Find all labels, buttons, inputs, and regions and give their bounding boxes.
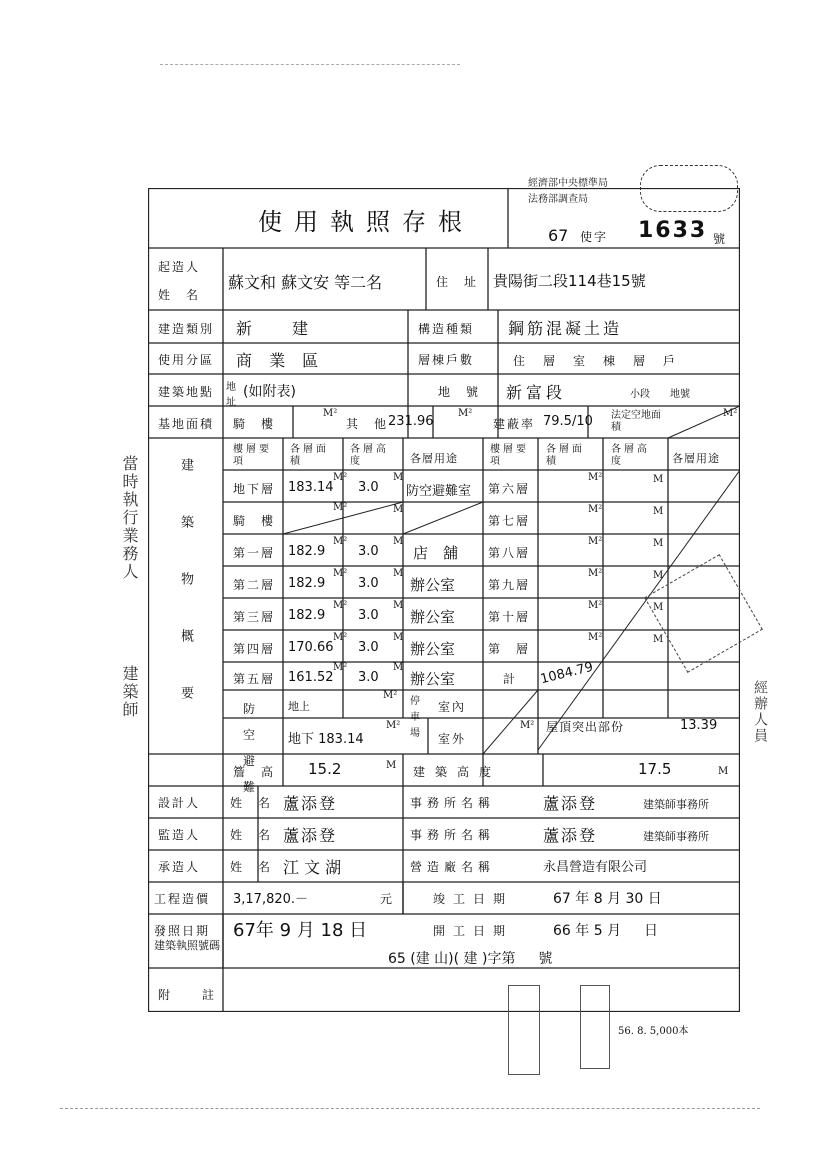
label-shelter: 防空避難 [243, 702, 270, 794]
bottom-seal-1 [508, 985, 540, 1075]
hdr-floor-item-r: 樓層要項 [490, 444, 529, 467]
label-f10: 第十層 [488, 610, 531, 624]
label-start: 開工日期 [433, 924, 514, 938]
unit-f6-h: M [653, 474, 664, 485]
label-eave: 簷 高 [233, 765, 276, 779]
designer-value: 蘆添登 [283, 794, 338, 813]
supervisor-office-value: 蘆添登 [543, 826, 598, 845]
supervisor-value: 蘆添登 [283, 826, 338, 845]
f5-use: 辦公室 [410, 670, 456, 688]
total-area: 1084.79 [538, 659, 595, 688]
unit-f8-a: M² [588, 536, 603, 547]
side-stamp-left: 當時執行業務人 [120, 455, 139, 581]
label-supervisor-office: 事務所名稱 [410, 828, 496, 842]
contractor-value: 江 文 湖 [283, 858, 342, 877]
designer-office-value: 蘆添登 [543, 794, 598, 813]
label-contractor: 承造人 [158, 860, 201, 874]
f4-height: 3.0 [358, 640, 379, 655]
label-building-height: 建築高度 [413, 765, 502, 779]
label-contractor-name: 姓 名 [230, 860, 273, 874]
lot-tail: 小段 地號 [630, 389, 690, 400]
unit-f3-h: M [393, 600, 404, 611]
label-indoor: 室內 [438, 700, 467, 714]
label-legal-open: 法定空地面積 [611, 410, 661, 433]
top-stamp-2: 法務部調查局 [528, 194, 588, 205]
unit-fn-h: M [653, 634, 664, 645]
hdr-each-area: 各層面積 [290, 444, 329, 467]
label-designer-name: 姓 名 [230, 796, 273, 810]
hdr-each-use: 各層用途 [410, 452, 458, 465]
unit-f10-a: M² [588, 600, 603, 611]
basement-area: 183.14 [288, 480, 334, 495]
unit-basement-h: M [393, 472, 404, 483]
unit-building-height: M [718, 766, 729, 777]
households-row: 住 層 室 棟 層 戶 [513, 354, 679, 368]
unit-f4-a: M² [333, 632, 348, 643]
bottom-seal-2 [580, 985, 610, 1069]
label-builder-name: 姓 名 [158, 288, 201, 302]
label-cost: 工程造價 [154, 892, 211, 906]
f1-height: 3.0 [358, 544, 379, 559]
unit-f7-h: M [653, 506, 664, 517]
unit-basement-a: M² [333, 472, 348, 483]
designer-office-tail: 建築師事務所 [643, 798, 709, 811]
unit-shelter-2: M² [386, 720, 401, 731]
unit-arcade: M² [323, 408, 338, 419]
basement-use: 防空避難室 [406, 484, 472, 499]
eave-value: 15.2 [308, 760, 342, 778]
structure-value: 鋼筋混凝土造 [508, 319, 623, 338]
unit-f2-a: M² [333, 568, 348, 579]
side-stamp-right: 經辦人員 [752, 680, 768, 744]
hdr-floor-item: 樓層要項 [233, 444, 272, 467]
label-fn: 第 層 [488, 642, 531, 656]
permit-value: 65 (建 山)( 建 )字第 號 [388, 951, 553, 967]
label-other: 其 他 [346, 417, 389, 431]
scan-noise-bottom [60, 1108, 760, 1111]
unit-f10-h: M [653, 602, 664, 613]
hdr-each-height-r: 各層高度 [611, 444, 650, 467]
unit-f5-h: M [393, 662, 404, 673]
f4-area: 170.66 [288, 640, 334, 655]
complete-value: 67 年 8 月 30 日 [553, 891, 662, 907]
unit-shelter-1: M² [383, 690, 398, 701]
unit-f8-h: M [653, 538, 664, 549]
label-contractor-firm: 營造廠名稱 [410, 860, 496, 874]
label-lot: 地 號 [438, 385, 481, 399]
lot-value: 新富段 [506, 383, 567, 402]
unit-open: M² [723, 408, 738, 419]
contractor-firm-value: 永昌營造有限公司 [543, 860, 648, 875]
label-f4: 第四層 [233, 642, 276, 656]
address-value: 貴陽街二段114巷15號 [493, 272, 646, 290]
hdr-each-height: 各層高度 [350, 444, 389, 467]
supervisor-office-tail: 建築師事務所 [643, 830, 709, 843]
f5-height: 3.0 [358, 670, 379, 685]
label-f1: 第一層 [233, 546, 276, 560]
build-type-value: 新 建 [236, 319, 321, 338]
permit-number: 1633 [638, 218, 708, 243]
label-designer-office: 事務所名稱 [410, 796, 496, 810]
side-stamp-left-2: 建築師 [120, 665, 139, 719]
label-households: 層棟戶數 [418, 353, 475, 367]
shelter-prefix: 地上 [288, 700, 310, 713]
permit-char: 使字 [580, 230, 609, 244]
shelter-value: 地下 183.14 [288, 732, 364, 747]
basement-height: 3.0 [358, 480, 379, 495]
label-mezzanine: 騎 樓 [233, 514, 276, 528]
label-complete: 竣工日期 [433, 892, 514, 906]
label-supervisor-name: 姓 名 [230, 828, 273, 842]
label-f6: 第六層 [488, 482, 531, 496]
label-f7: 第七層 [488, 514, 531, 528]
label-permit-no: 建築執照號碼 [154, 939, 220, 952]
form-title: 使用執照存根 [258, 208, 474, 236]
building-height-value: 17.5 [638, 760, 672, 778]
unit-eave: M [386, 760, 397, 771]
unit-other: M² [458, 408, 473, 419]
label-arcade: 騎 樓 [233, 417, 276, 431]
label-use-zone: 使用分區 [158, 353, 215, 367]
label-total: 計 [503, 672, 518, 686]
unit-f1-h: M [393, 536, 404, 547]
f5-area: 161.52 [288, 670, 334, 685]
unit-fn-a: M² [588, 632, 603, 643]
label-f5: 第五層 [233, 672, 276, 686]
label-basement: 地下層 [233, 482, 276, 496]
f3-use: 辦公室 [410, 608, 456, 626]
unit-f7-a: M² [588, 504, 603, 515]
label-builder-person: 起造人 [158, 260, 201, 274]
hdr-each-use-r: 各層用途 [672, 452, 720, 465]
unit-mezz-h: M [393, 504, 404, 515]
label-f3: 第三層 [233, 610, 276, 624]
unit-f1-a: M² [333, 536, 348, 547]
label-f8: 第八層 [488, 546, 531, 560]
cost-yuan: 元 [380, 892, 395, 906]
label-parking: 停車場 [410, 696, 420, 739]
unit-f9-a: M² [588, 568, 603, 579]
f3-area: 182.9 [288, 608, 326, 623]
unit-f6-a: M² [588, 472, 603, 483]
coverage-value: 79.5/10 [543, 414, 593, 429]
permit-prefix: 67 [548, 226, 569, 245]
roof-value: 13.39 [680, 718, 718, 733]
builder-value: 蘇文和 蘇文安 等二名 [228, 273, 383, 292]
bottom-print: 56. 8. 5,000本 [618, 1026, 689, 1037]
permit-suffix: 號 [713, 232, 728, 246]
issue-value: 67年 9 月 18 日 [233, 920, 368, 941]
label-outdoor: 室外 [438, 732, 467, 746]
other-area-value: 231.96 [388, 414, 434, 429]
label-f2: 第二層 [233, 578, 276, 592]
use-zone-value: 商 業 區 [236, 351, 325, 370]
label-f9: 第九層 [488, 578, 531, 592]
label-build-type: 建造類別 [158, 322, 215, 336]
label-address: 住 址 [436, 275, 479, 289]
unit-f9-h: M [653, 570, 664, 581]
unit-f4-h: M [393, 632, 404, 643]
f4-use: 辦公室 [410, 640, 456, 658]
site-value: (如附表) [243, 384, 296, 400]
f2-area: 182.9 [288, 576, 326, 591]
f2-height: 3.0 [358, 576, 379, 591]
label-site-addr: 地址 [226, 382, 236, 408]
label-issue: 發照日期 [154, 924, 211, 938]
label-site-area: 基地面積 [158, 417, 215, 431]
scan-noise-top [160, 64, 460, 71]
label-supervisor: 監造人 [158, 828, 201, 842]
label-note: 附 註 [158, 988, 225, 1002]
f3-height: 3.0 [358, 608, 379, 623]
unit-f2-h: M [393, 568, 404, 579]
cost-value: 3,17,820.－ [233, 892, 309, 907]
top-stamp: 經濟部中央標準局 [528, 178, 608, 189]
unit-parking: M² [520, 720, 535, 731]
label-structure-type: 構造種類 [418, 322, 475, 336]
label-building-summary: 建築物概要 [178, 458, 193, 743]
start-value: 66 年 5 月 日 [553, 923, 658, 939]
f1-use: 店 舖 [413, 544, 459, 562]
label-coverage: 建蔽率 [493, 417, 536, 431]
f1-area: 182.9 [288, 544, 326, 559]
unit-f5-a: M² [333, 662, 348, 673]
unit-f3-a: M² [333, 600, 348, 611]
label-roof: 屋頂突出部份 [546, 720, 625, 734]
unit-mezz-a: M² [333, 502, 348, 513]
f2-use: 辦公室 [410, 576, 456, 594]
hdr-each-area-r: 各層面積 [546, 444, 585, 467]
label-designer: 設計人 [158, 796, 201, 810]
label-site-location: 建築地點 [158, 385, 215, 399]
